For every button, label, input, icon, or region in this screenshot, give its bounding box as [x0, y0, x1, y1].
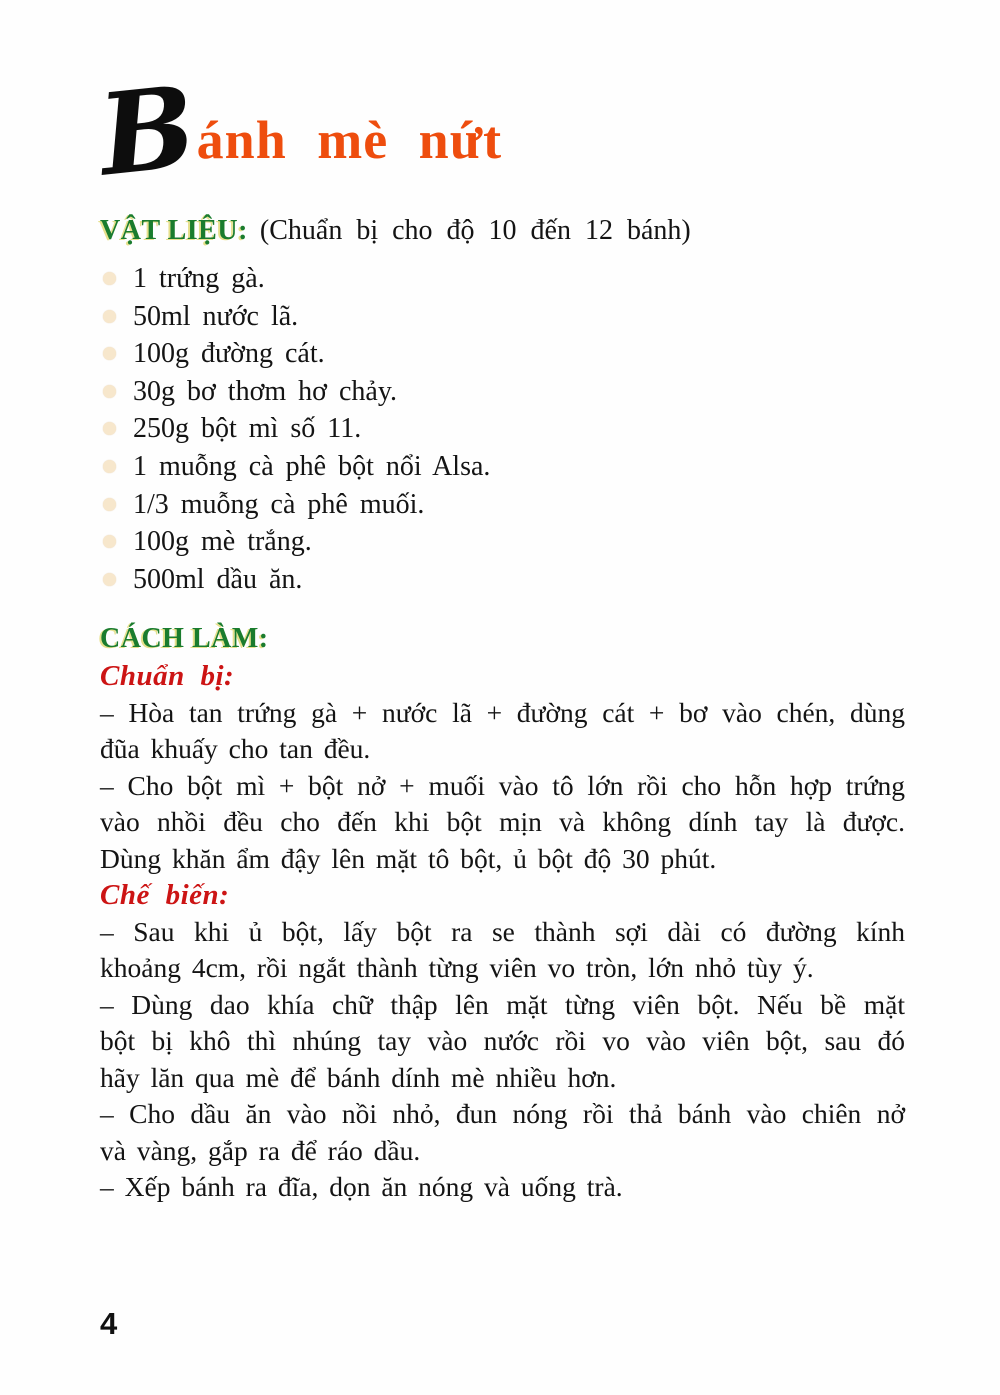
- ingredient-text: 30g bơ thơm hơ chảy.: [133, 375, 398, 407]
- ingredient-item: [100, 486, 905, 524]
- bullet-dot-icon: [103, 347, 116, 360]
- method-subheading: Chuẩn bị:: [100, 660, 235, 693]
- ingredient-item: [100, 561, 905, 599]
- ingredients-heading-row: [100, 212, 905, 254]
- ingredient-item: [100, 335, 905, 373]
- method-line: khoảng 4cm, rồi ngắt thành từng viên vo tròn, lớn nhỏ tùy ý.: [100, 952, 814, 984]
- method-paragraph: [100, 1096, 905, 1169]
- method-line: bột bị khô thì nhúng tay vào nước rồi vo vào viên bột, sau đó: [100, 1025, 905, 1057]
- page-title: [93, 61, 905, 202]
- bullet-dot-icon: [103, 422, 116, 435]
- ingredient-text: 100g mè trắng.: [133, 526, 312, 558]
- ingredient-text: 1 trứng gà.: [133, 263, 265, 294]
- method-line: Dùng khăn ẩm đậy lên mặt tô bột, ủ bột độ 30 phút.: [100, 842, 717, 874]
- title-text: ánh mè nứt: [196, 110, 503, 170]
- method-paragraph: [100, 914, 905, 987]
- method-paragraph: [100, 695, 905, 768]
- ingredient-text: 1 muỗng cà phê bột nổi Alsa.: [133, 450, 491, 482]
- bullet-dot-icon: [103, 535, 116, 548]
- method-line: – Sau khi ủ bột, lấy bột ra se thành sợi dài có đường kính: [100, 915, 905, 947]
- method-line: vào nhồi đều cho đến khi bột mịn và không dính tay là được.: [100, 806, 905, 838]
- ingredient-text: 50ml nước lã.: [133, 300, 299, 332]
- method-heading: CÁCH LÀM:: [100, 623, 269, 655]
- method-line: – Dùng dao khía chữ thập lên mặt từng viên bột. Nếu bề mặt: [100, 988, 905, 1020]
- title-drop-cap: B: [93, 61, 202, 202]
- method-line: – Hòa tan trứng gà + nước lã + đường cát + bơ vào chén, dùng: [100, 696, 905, 728]
- method-line: – Cho bột mì + bột nở + muối vào tô lớn rồi cho hỗn hợp trứng: [100, 769, 905, 801]
- ingredient-text: 250g bột mì số 11.: [133, 413, 362, 445]
- bullet-dot-icon: [103, 310, 116, 323]
- bullet-dot-icon: [103, 460, 116, 473]
- ingredient-item: [100, 298, 905, 336]
- ingredient-text: 100g đường cát.: [133, 338, 325, 370]
- ingredient-item: [100, 448, 905, 486]
- bullet-dot-icon: [103, 573, 116, 586]
- method-line: và vàng, gắp ra để ráo dầu.: [100, 1134, 421, 1166]
- page-number: 4: [100, 1306, 118, 1341]
- method-body: [100, 658, 905, 1206]
- ingredients-list: [100, 260, 905, 598]
- ingredient-text: 500ml dầu ăn.: [133, 563, 303, 595]
- bullet-dot-icon: [103, 498, 116, 511]
- method-paragraph: [100, 1169, 905, 1206]
- method-paragraph: [100, 768, 905, 878]
- ingredient-item: [100, 410, 905, 448]
- method-line: đũa khuấy cho tan đều.: [100, 733, 371, 765]
- ingredient-item: [100, 523, 905, 561]
- method-subheading: Chế biến:: [100, 879, 230, 912]
- method-line: – Cho dầu ăn vào nồi nhỏ, đun nóng rồi thả bánh vào chiên nở: [100, 1098, 905, 1130]
- ingredients-heading: VẬT LIỆU:: [100, 215, 248, 246]
- ingredient-item: [100, 260, 905, 298]
- bullet-dot-icon: [103, 385, 116, 398]
- ingredients-note: (Chuẩn bị cho độ 10 đến 12 bánh): [259, 215, 691, 246]
- method-line: hãy lăn qua mè để bánh dính mè nhiều hơn.: [100, 1061, 617, 1093]
- method-paragraph: [100, 987, 905, 1097]
- bullet-dot-icon: [103, 272, 116, 285]
- ingredient-item: [100, 373, 905, 411]
- ingredient-text: 1/3 muỗng cà phê muối.: [133, 488, 425, 520]
- method-line: – Xếp bánh ra đĩa, dọn ăn nóng và uống trà.: [100, 1171, 623, 1203]
